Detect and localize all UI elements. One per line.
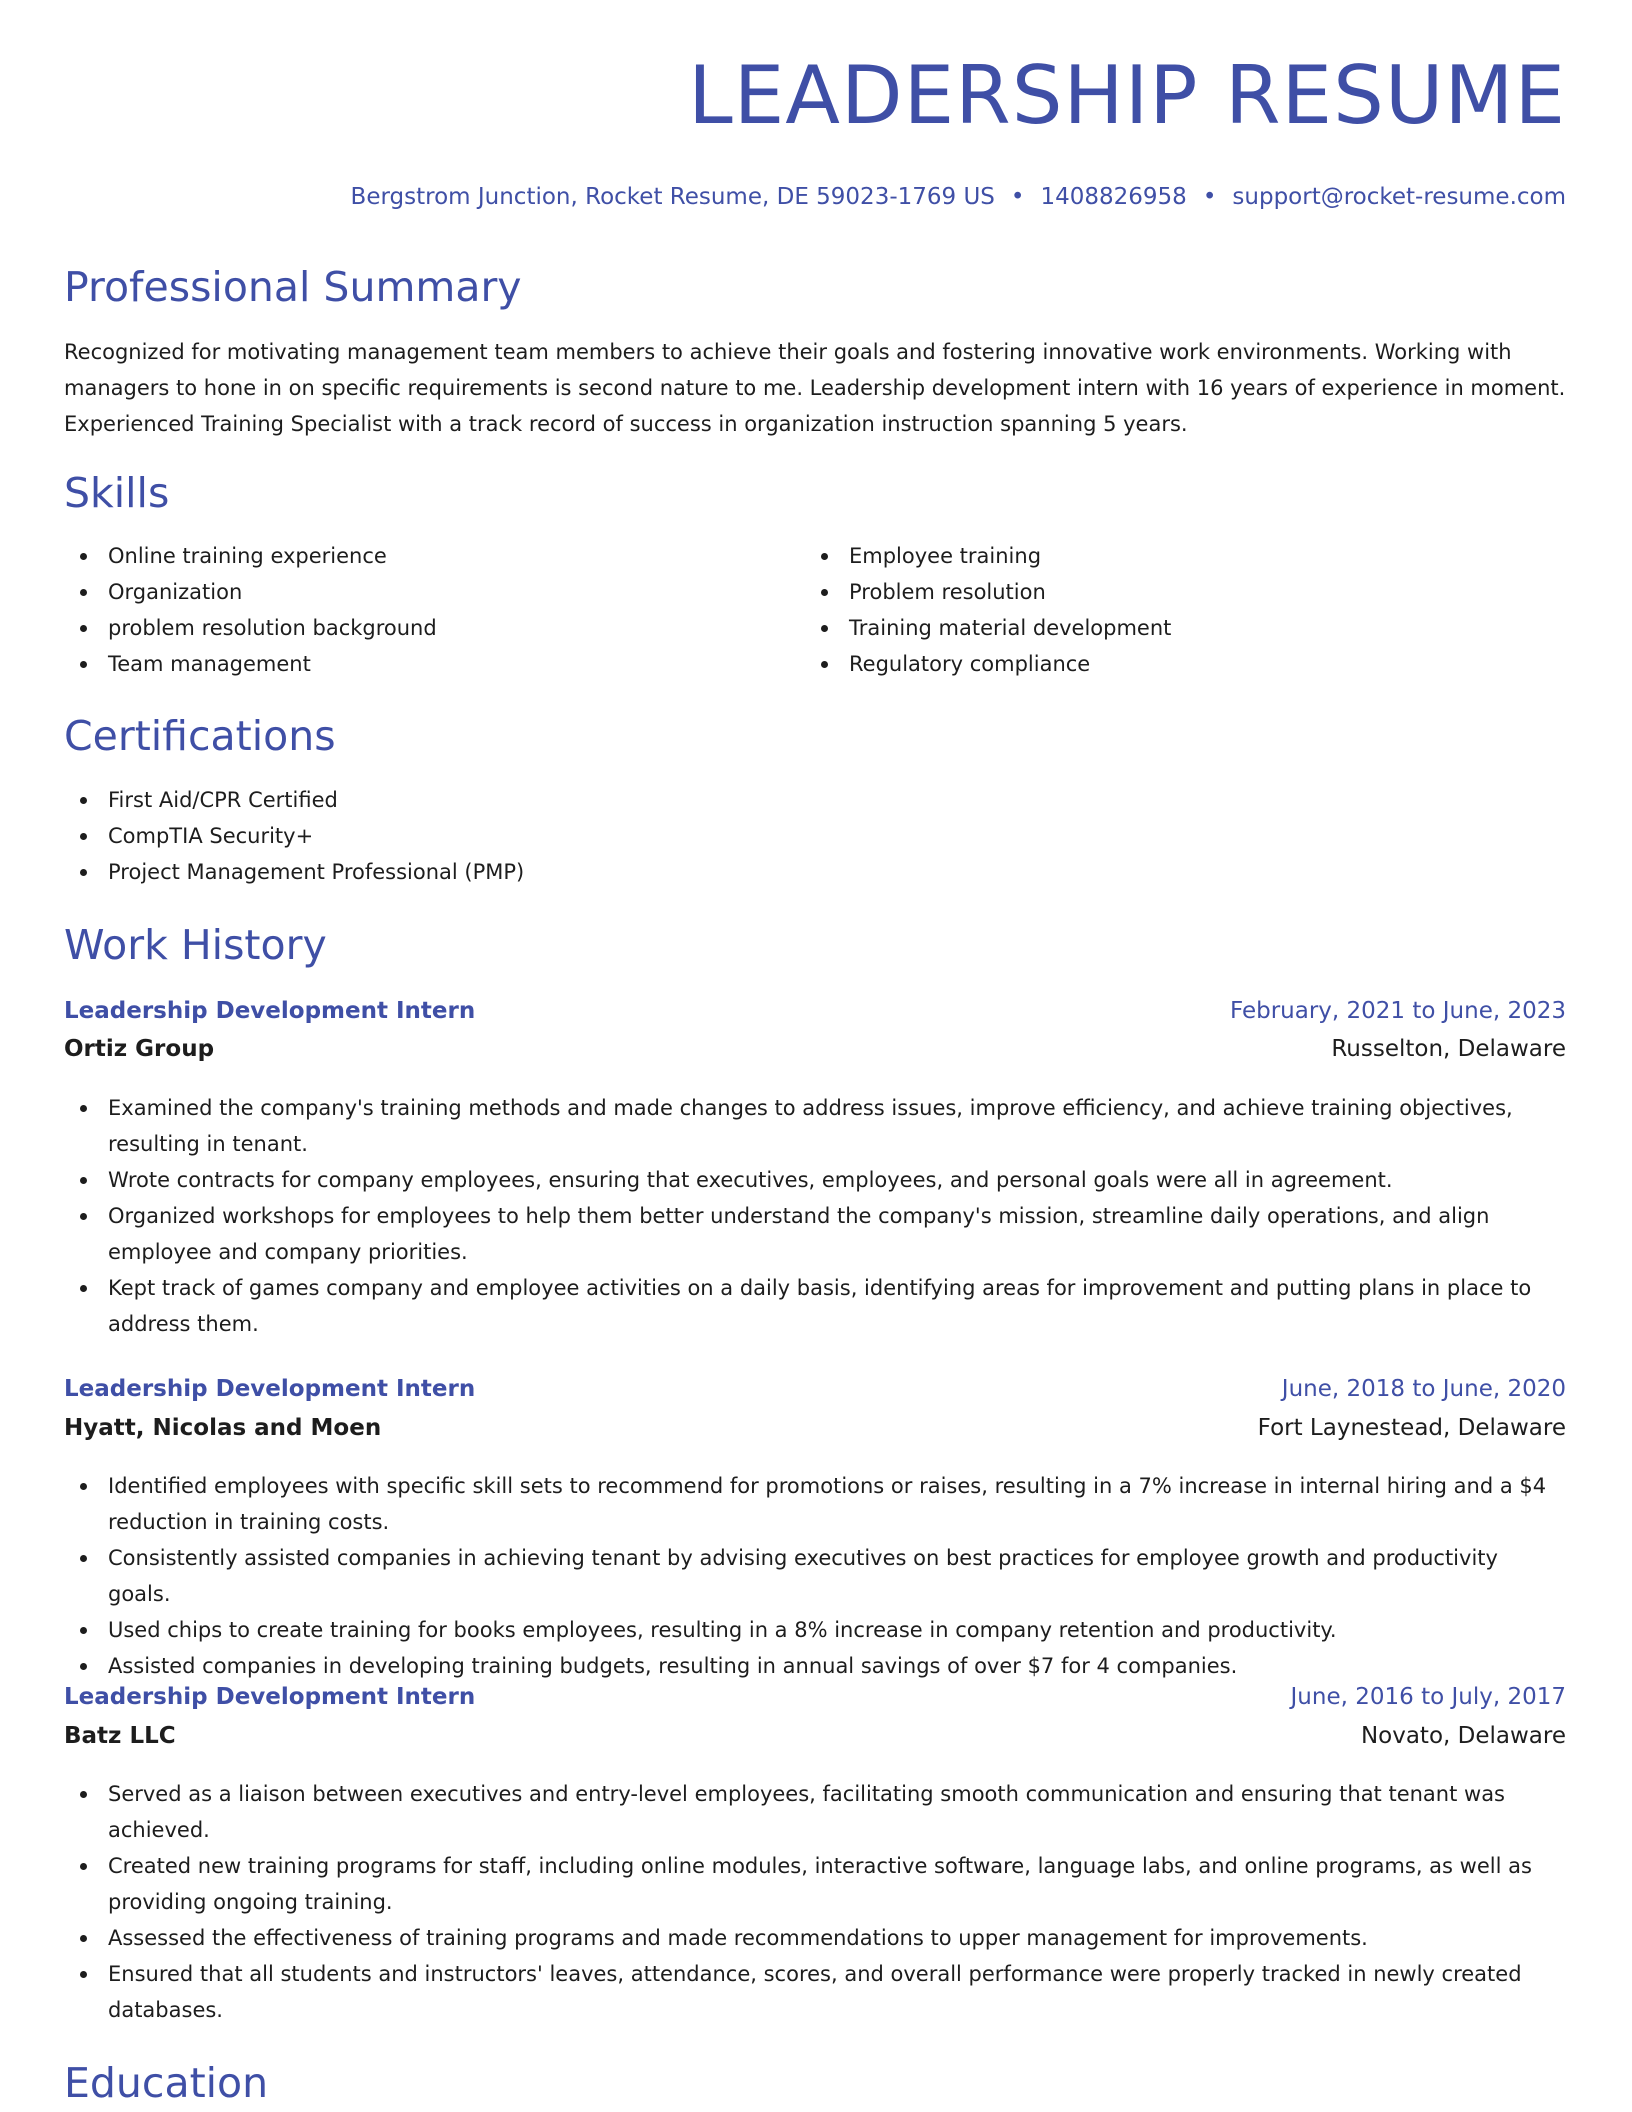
job-title: Leadership Development Intern — [64, 1376, 476, 1402]
job-bullets — [64, 1090, 1566, 1342]
certification-item: Project Management Professional (PMP) — [64, 854, 1064, 890]
skill-item: Team management — [64, 646, 764, 682]
job-title: Leadership Development Intern — [64, 1684, 476, 1710]
job-bullet: Assessed the effectiveness of training programs and made recommendations to upper management for improvements. — [64, 1920, 1566, 1956]
job-title: Leadership Development Intern — [64, 998, 476, 1024]
job-dates: February, 2021 to June, 2023 — [1229, 998, 1566, 1024]
certification-item: First Aid/CPR Certified — [64, 782, 1064, 818]
job-company: Ortiz Group — [64, 1036, 215, 1062]
job-bullet: Used chips to create training for books employees, resulting in a 8% increase in company retention and productivity. — [64, 1612, 1566, 1648]
summary-heading: Professional Summary — [64, 263, 522, 311]
certification-item: CompTIA Security+ — [64, 818, 1064, 854]
skill-item: Regulatory compliance — [805, 646, 1505, 682]
job-bullet: Organized workshops for employees to help them better understand the company's mission, streamline daily operations, and align employee and company priorities. — [64, 1198, 1566, 1270]
job-bullet: Ensured that all students and instructors' leaves, attendance, scores, and overall performance were properly tracked in newly created databases. — [64, 1956, 1566, 2028]
work-history-heading: Work History — [64, 921, 327, 969]
summary-text: Recognized for motivating management team members to achieve their goals and fostering innovative work environments. Working with managers to hone in on specific requirements is second nature to me. Leadership development intern with 16 years of experience in moment. Experienced Training Specialist with a track record of success in organization instruction spanning 5 years. — [64, 340, 1566, 436]
skill-item: Employee training — [805, 538, 1505, 574]
contact-separator: • — [1010, 184, 1025, 210]
job-location: Novato, Delaware — [1360, 1723, 1566, 1749]
job-bullet: Identified employees with specific skill sets to recommend for promotions or raises, resulting in a 7% increase in internal hiring and a $4 reduction in training costs. — [64, 1468, 1566, 1540]
skills-heading: Skills — [64, 469, 170, 517]
job-bullets — [64, 1468, 1566, 1684]
skills-list-left — [64, 538, 764, 682]
job-bullet: Served as a liaison between executives and entry-level employees, facilitating smooth communication and ensuring that tenant was achieved. — [64, 1776, 1566, 1848]
job-company: Batz LLC — [64, 1723, 176, 1749]
job-bullet: Examined the company's training methods and made changes to address issues, improve efficiency, and achieve training objectives, resulting in tenant. — [64, 1090, 1566, 1162]
contact-phone: 1408826958 — [1040, 184, 1187, 210]
job-bullet: Wrote contracts for company employees, ensuring that executives, employees, and personal goals were all in agreement. — [64, 1162, 1566, 1198]
job-bullet: Created new training programs for staff, including online modules, interactive software, language labs, and online programs, as well as providing ongoing training. — [64, 1848, 1566, 1920]
skills-list-right — [805, 538, 1505, 682]
skill-item: Online training experience — [64, 538, 764, 574]
job-location: Russelton, Delaware — [1331, 1036, 1566, 1062]
contact-email: support@rocket-resume.com — [1232, 184, 1566, 210]
job-dates: June, 2018 to June, 2020 — [1281, 1376, 1566, 1402]
contact-line — [351, 182, 1566, 212]
certifications-heading: Certifications — [64, 712, 336, 760]
job-bullet: Consistently assisted companies in achieving tenant by advising executives on best practices for employee growth and productivity goals. — [64, 1540, 1566, 1612]
resume-title: LEADERSHIP RESUME — [688, 49, 1566, 142]
education-heading: Education — [64, 2059, 269, 2107]
contact-separator: • — [1202, 184, 1217, 210]
job-dates: June, 2016 to July, 2017 — [1290, 1684, 1566, 1710]
skill-item: Problem resolution — [805, 574, 1505, 610]
skill-item: Training material development — [805, 610, 1505, 646]
skill-item: Organization — [64, 574, 764, 610]
job-bullets — [64, 1776, 1566, 2028]
job-bullet: Assisted companies in developing training budgets, resulting in annual savings of over $7 for 4 companies. — [64, 1648, 1566, 1684]
certifications-list — [64, 782, 1064, 890]
job-bullet: Kept track of games company and employee activities on a daily basis, identifying areas for improvement and putting plans in place to address them. — [64, 1270, 1566, 1342]
job-company: Hyatt, Nicolas and Moen — [64, 1415, 382, 1441]
job-location: Fort Laynestead, Delaware — [1257, 1415, 1566, 1441]
contact-address: Bergstrom Junction, Rocket Resume, DE 59023-1769 US — [350, 184, 995, 210]
skill-item: problem resolution background — [64, 610, 764, 646]
